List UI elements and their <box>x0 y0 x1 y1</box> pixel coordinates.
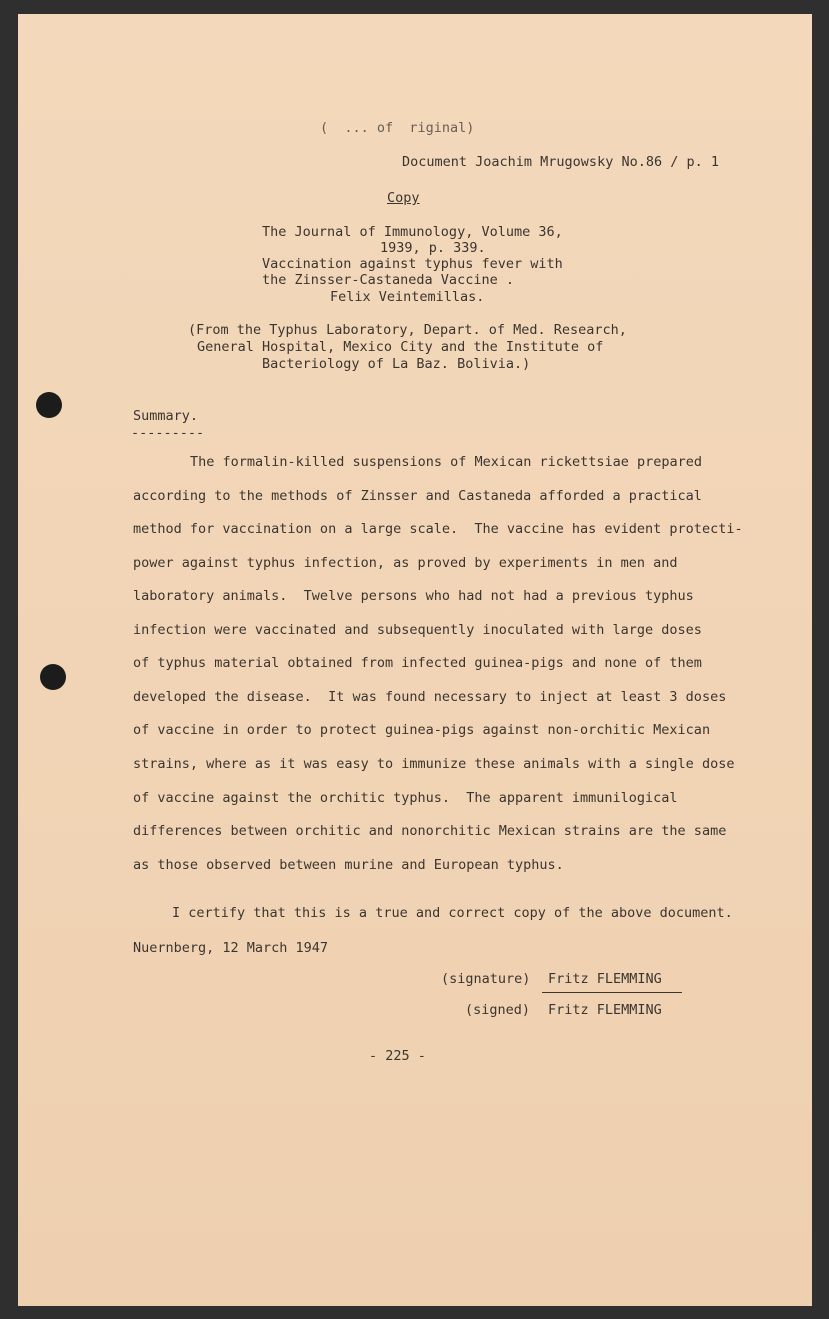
citation-line-4: the Zinsser-Castaneda Vaccine . <box>262 272 514 288</box>
citation-line-5: Felix Veintemillas. <box>330 289 485 305</box>
signature-label: (signature) <box>441 971 531 987</box>
summary-heading: Summary. <box>133 408 199 424</box>
certification-statement: I certify that this is a true and correct copy of the above document. <box>172 905 733 921</box>
document-page <box>18 14 812 1306</box>
summary-line-7: of typhus material obtained from infected guinea-pigs and none of them <box>133 655 702 671</box>
document-reference: Document Joachim Mrugowsky No.86 / p. 1 <box>402 154 719 170</box>
citation-line-2: 1939, p. 339. <box>380 240 486 256</box>
summary-line-10: strains, where as it was easy to immunize these animals with a single dose <box>133 756 735 772</box>
summary-line-4: power against typhus infection, as proved by experiments in men and <box>133 555 678 571</box>
signed-name: Fritz FLEMMING <box>548 1002 662 1018</box>
punch-hole-lower <box>40 664 66 690</box>
punch-hole-upper <box>36 392 62 418</box>
citation-line-1: The Journal of Immunology, Volume 36, <box>262 224 563 240</box>
summary-line-1: The formalin-killed suspensions of Mexican rickettsiae prepared <box>190 454 703 470</box>
citation-line-3: Vaccination against typhus fever with <box>262 256 563 272</box>
summary-line-3: method for vaccination on a large scale. The vaccine has evident protecti- <box>133 521 743 537</box>
certification-place-date: Nuernberg, 12 March 1947 <box>133 940 329 956</box>
summary-line-2: according to the methods of Zinsser and Castaneda afforded a practical <box>133 488 702 504</box>
summary-line-13: as those observed between murine and European typhus. <box>133 857 564 873</box>
origin-line-2: General Hospital, Mexico City and the Institute of <box>197 339 604 355</box>
origin-line-1: (From the Typhus Laboratory, Depart. of Med. Research, <box>188 322 627 338</box>
summary-line-12: differences between orchitic and nonorchitic Mexican strains are the same <box>133 823 727 839</box>
copy-label: Copy <box>387 190 420 206</box>
summary-line-9: of vaccine in order to protect guinea-pigs against non-orchitic Mexican <box>133 722 711 738</box>
summary-line-6: infection were vaccinated and subsequently inoculated with large doses <box>133 622 702 638</box>
summary-line-11: of vaccine against the orchitic typhus. The apparent immunilogical <box>133 790 678 806</box>
signed-label: (signed) <box>465 1002 531 1018</box>
page-number: - 225 - <box>369 1048 426 1064</box>
signature-rule <box>542 992 682 993</box>
summary-heading-rule: --------- <box>131 425 205 441</box>
origin-line-3: Bacteriology of La Baz. Bolivia.) <box>262 356 531 372</box>
summary-line-5: laboratory animals. Twelve persons who had not had a previous typhus <box>133 588 694 604</box>
signature-name: Fritz FLEMMING <box>548 971 662 987</box>
header-stamp: ( ... of riginal) <box>320 120 475 136</box>
summary-line-8: developed the disease. It was found necessary to inject at least 3 doses <box>133 689 727 705</box>
